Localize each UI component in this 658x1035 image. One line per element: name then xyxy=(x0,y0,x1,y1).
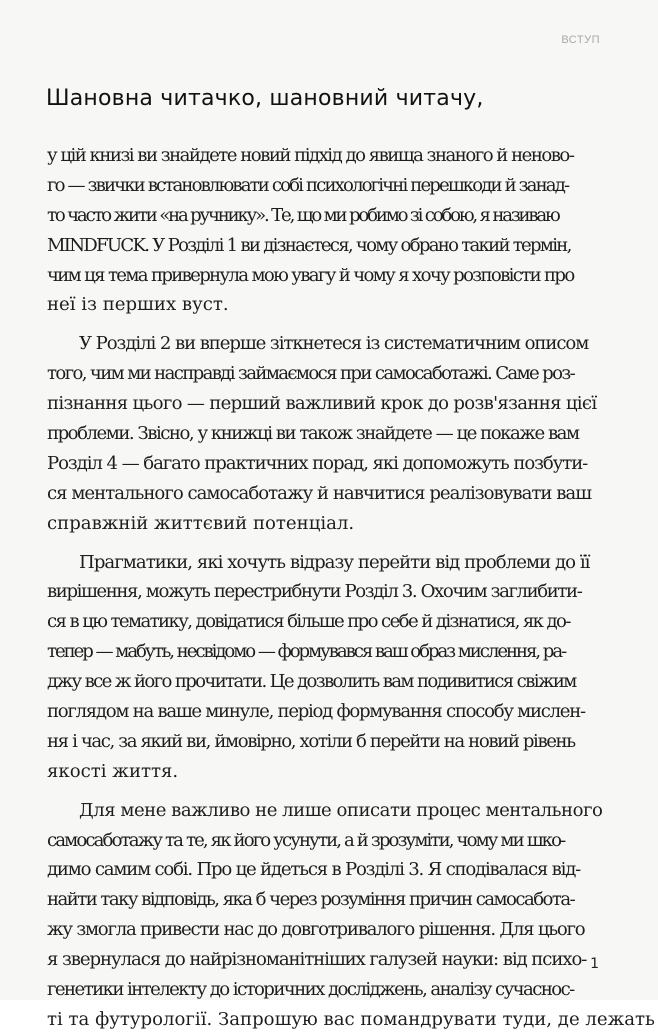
text-line: генетики інтелекту до історичних досліджень, аналізу сучаснос- xyxy=(47,979,574,1001)
text-line: якості життя. xyxy=(47,760,179,782)
paragraph-gap xyxy=(0,787,658,796)
salutation-heading: Шановна читачко, шановний читачу, xyxy=(46,86,484,111)
text-line: поглядом на ваше минуле, період формування способу мислен- xyxy=(47,701,585,723)
paragraph xyxy=(0,141,658,320)
paragraph-gap xyxy=(0,320,658,329)
text-line: самосаботажу та те, як його усунути, а й зрозуміти, чому ми шко- xyxy=(47,829,565,851)
text-line: ся ментального самосаботажу й навчитися реалізовувати ваш xyxy=(47,482,592,504)
text-line: ті та футурології. Запрошую вас помандрувати туди, де лежать xyxy=(47,1008,655,1030)
text-line: ня і час, за який ви, ймовірно, хотіли б перейти на новий рівень xyxy=(47,730,575,752)
text-line: Для мене важливо не лише описати процес ментального xyxy=(79,799,603,821)
text-line: жу змогла привести нас до довготривалого рішення. Для цього xyxy=(47,919,585,941)
text-line: го — звички встановлювати собі психологічні перешкоди й занад- xyxy=(47,174,569,196)
text-line: у цій книзі ви знайдете новий підхід до явища знаного й неново- xyxy=(47,145,574,166)
text-line: то часто жити «на ручнику». Те, що ми робимо зі собою, я називаю xyxy=(47,204,559,226)
text-line: пізнання цього — перший важливий крок до розв'язання цієї xyxy=(47,393,597,415)
text-line: найти таку відповідь, яка б через розуміння причин самосабота- xyxy=(47,889,575,911)
paragraph xyxy=(0,329,658,538)
paragraph-gap xyxy=(0,539,658,548)
page-number: 1 xyxy=(590,956,599,972)
text-line: проблеми. Звісно, у книжці ви також знайдете — це покаже вам xyxy=(47,423,579,445)
text-line: того, чим ми насправді займаємося при самосаботажі. Саме роз- xyxy=(47,363,575,385)
paragraph xyxy=(0,548,658,787)
text-line: вирішення, можуть перестрибнути Розділ 3. Охочим заглибити- xyxy=(47,581,582,603)
text-line: справжній життєвий потенціал. xyxy=(47,512,355,534)
text-line: чим ця тема привернула мою увагу й чому я хочу розповісти про xyxy=(47,264,574,286)
text-line: джу все ж його прочитати. Це дозволить вам подивитися свіжим xyxy=(47,671,576,693)
running-head: ВСТУП xyxy=(561,34,600,46)
text-line: димо самим собі. Про це йдеться в Розділі 3. Я сподівалася від- xyxy=(47,859,581,881)
text-line: У Розділі 2 ви вперше зіткнетеся із систематичним описом xyxy=(79,333,589,355)
text-line: неї із перших вуст. xyxy=(47,294,229,316)
text-line: MINDFUCK. У Розділі 1 ви дізнаєтеся, чому обрано такий термін, xyxy=(47,234,571,256)
text-line: я звернулася до найрізноманітніших галузей науки: від психо- xyxy=(47,949,587,971)
text-line: Розділ 4 — багато практичних порад, які допоможуть позбути- xyxy=(47,452,588,474)
text-line: ся в цю тематику, довідатися більше про себе й дізнатися, як до- xyxy=(47,611,570,633)
text-line: тепер — мабуть, несвідомо — формувався ваш образ мислення, ра- xyxy=(47,641,566,663)
text-line: Прагматики, які хочуть відразу перейти від проблеми до її xyxy=(79,551,590,573)
body-text xyxy=(0,141,658,1035)
paragraph xyxy=(0,796,658,1035)
